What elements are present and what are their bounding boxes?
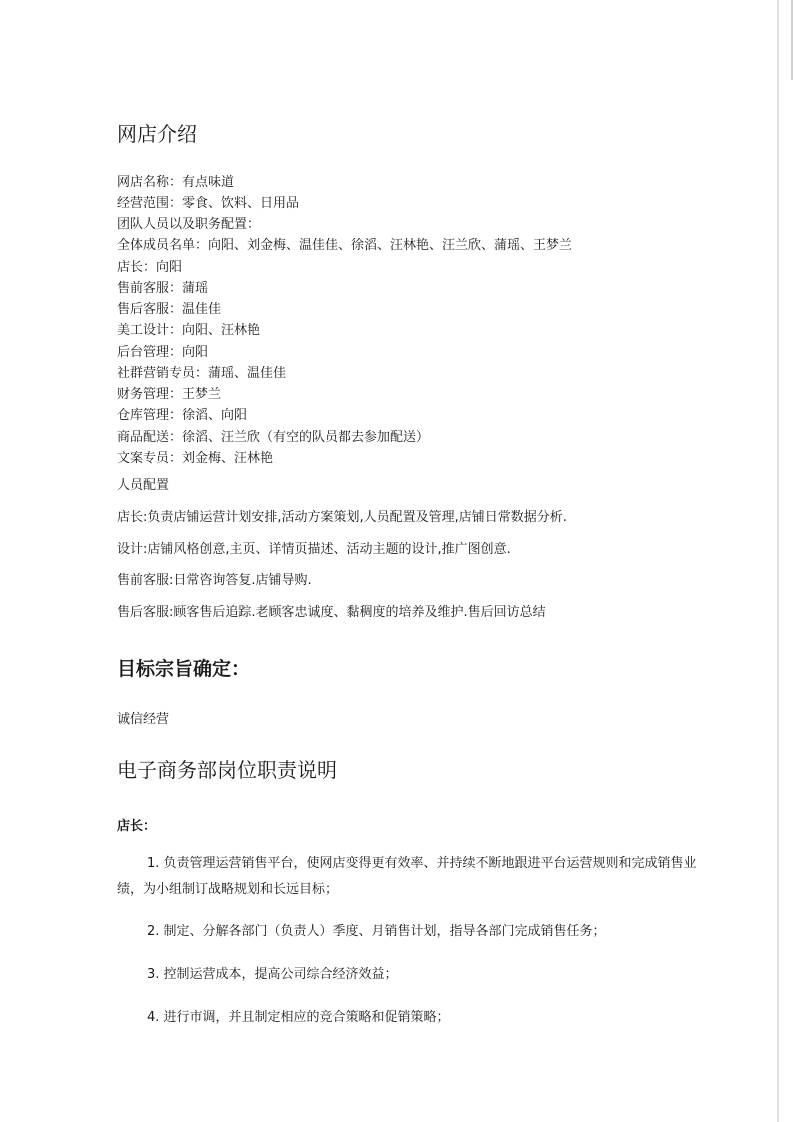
resp-item-4: 4. 进行市调，并且制定相应的竞合策略和促销策略； xyxy=(147,1010,450,1025)
info-line-aftersale: 售后客服：温佳佳 xyxy=(117,302,222,317)
info-line-community: 社群营销专员：蒲瑶、温佳佳 xyxy=(117,366,287,381)
info-line-warehouse: 仓库管理：徐滔、向阳 xyxy=(117,408,248,423)
page-edge xyxy=(777,0,779,1122)
info-line-finance: 财务管理：王梦兰 xyxy=(117,387,222,402)
role-heading-manager: 店长： xyxy=(117,819,157,834)
resp-item-1: 1. 负责管理运营销售平台，使网店变得更有效率、并持续不断地跟进平台运营规则和完成销售业绩，为小组制订战略规划和长远目标； xyxy=(117,856,697,897)
info-line-business-scope: 经营范围：零食、饮料、日用品 xyxy=(117,196,300,211)
page-title: 网店介绍 xyxy=(117,122,197,146)
info-line-copywriter: 文案专员：刘金梅、汪林艳 xyxy=(117,451,274,466)
info-line-delivery: 商品配送：徐滔、汪兰欣（有空的队员都去参加配送） xyxy=(117,430,430,445)
info-line-member-list: 全体成员名单：向阳、刘金梅、温佳佳、徐滔、汪林艳、汪兰欣、蒲瑶、王梦兰 xyxy=(117,238,573,253)
duty-presale: 售前客服:日常咨询答复.店铺导购. xyxy=(117,573,312,588)
duty-manager: 店长:负责店铺运营计划安排,活动方案策划,人员配置及管理,店铺日常数据分析. xyxy=(117,510,567,525)
info-line-backend: 后台管理：向阳 xyxy=(117,345,209,360)
goal-text: 诚信经营 xyxy=(117,712,170,727)
info-line-staffing: 人员配置 xyxy=(117,478,170,493)
info-line-team-config: 团队人员以及职务配置： xyxy=(117,217,261,232)
resp-item-3: 3. 控制运营成本，提高公司综合经济效益； xyxy=(147,967,398,982)
duty-aftersale: 售后客服:顾客售后追踪.老顾客忠诚度、黏稠度的培养及维护.售后回访总结 xyxy=(117,605,546,620)
resp-item-2: 2. 制定、分解各部门（负责人）季度、月销售计划，指导各部门完成销售任务； xyxy=(147,924,606,939)
goal-heading: 目标宗旨确定： xyxy=(117,658,251,680)
info-line-shop-name: 网店名称：有点味道 xyxy=(117,175,235,190)
responsibilities-heading: 电子商务部岗位职责说明 xyxy=(117,758,337,782)
info-line-manager: 店长：向阳 xyxy=(117,260,183,275)
info-line-presale: 售前客服：蒲瑶 xyxy=(117,281,209,296)
info-line-design: 美工设计：向阳、汪林艳 xyxy=(117,323,261,338)
duty-design: 设计:店铺风格创意,主页、详情页描述、活动主题的设计,推广图创意. xyxy=(117,542,511,557)
